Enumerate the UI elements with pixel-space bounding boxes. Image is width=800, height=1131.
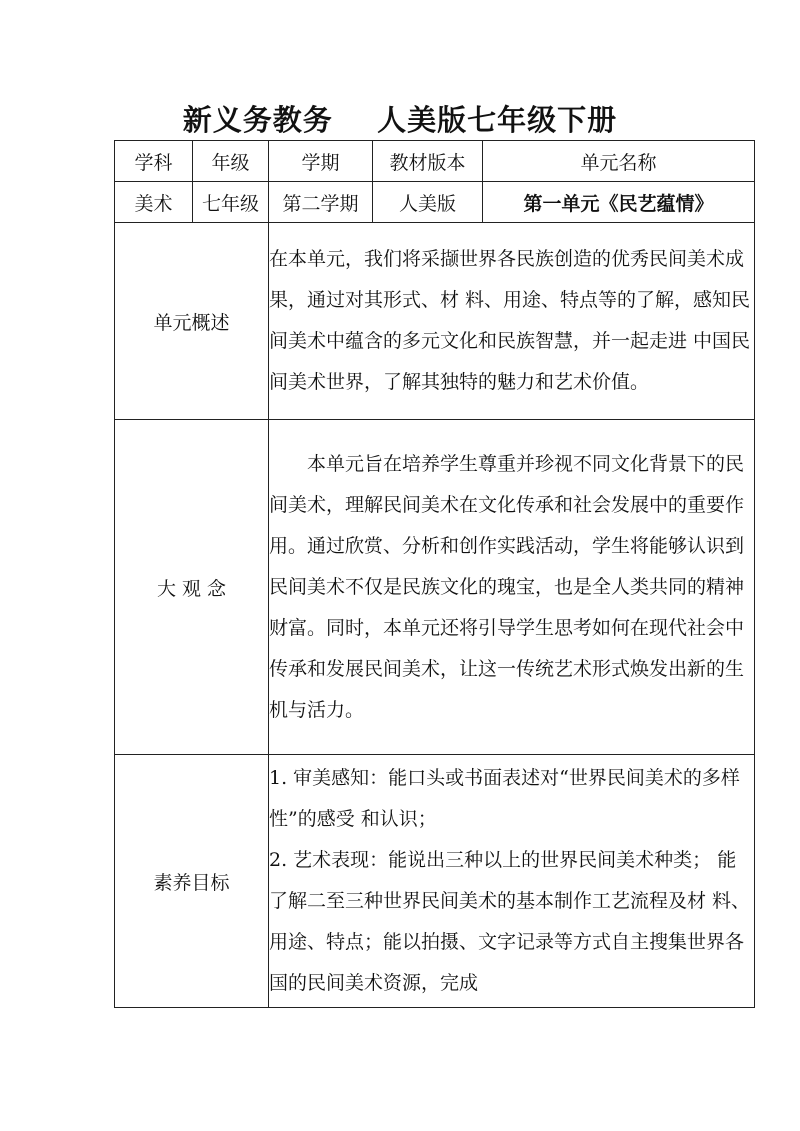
value-grade: 七年级 [193, 182, 269, 223]
overview-label: 单元概述 [115, 223, 269, 420]
big-concept-text: 本单元旨在培养学生尊重并珍视不同文化背景下的民间美术，理解民间美术在文化传承和社会发展中的重要作用。通过欣赏、分析和创作实践活动，学生将能够认识到民间美术不仅是民族文化的瑰宝，也是全人类共同的精神财富。同时，本单元还将引导学生思考如何在现代社会中传承和发展民间美术，让这一传统艺术形式焕发出新的生机与活力。 [269, 420, 755, 755]
overview-text: 在本单元，我们将采撷世界各民族创造的优秀民间美术成果，通过对其形式、材 料、用途、特点等的了解，感知民间美术中蕴含的多元文化和民族智慧，并一起走进 中国民间美术世界，了解其独特的魅力和艺术价值。 [269, 223, 755, 420]
goal-item: 2. 艺术表现：能说出三种以上的世界民间美术种类； 能了解二至三种世界民间美术的基本制作工艺流程及材 料、用途、特点；能以拍摄、文字记录等方式自主搜集世界各国的民间美术资源，完成 [269, 849, 751, 994]
goals-row [115, 755, 755, 1008]
goals-label: 素养目标 [115, 755, 269, 1008]
header-textbook-edition: 教材版本 [373, 141, 483, 182]
value-unit-name: 第一单元《民艺蕴情》 [483, 182, 755, 223]
goals-content [269, 755, 755, 1008]
value-term: 第二学期 [269, 182, 373, 223]
value-row [115, 182, 755, 223]
header-unit-name: 单元名称 [483, 141, 755, 182]
header-grade: 年级 [193, 141, 269, 182]
big-concept-label: 大 观 念 [115, 420, 269, 755]
value-textbook-edition: 人美版 [373, 182, 483, 223]
big-concept-row [115, 420, 755, 755]
header-subject: 学科 [115, 141, 193, 182]
goal-item: 1. 审美感知：能口头或书面表述对“世界民间美术的多样性”的感受 和认识； [269, 767, 740, 830]
document-title: 新义务教务 人美版七年级下册 [182, 103, 618, 137]
header-term: 学期 [269, 141, 373, 182]
header-row [115, 141, 755, 182]
unit-plan-table [114, 140, 755, 1008]
overview-row [115, 223, 755, 420]
value-subject: 美术 [115, 182, 193, 223]
